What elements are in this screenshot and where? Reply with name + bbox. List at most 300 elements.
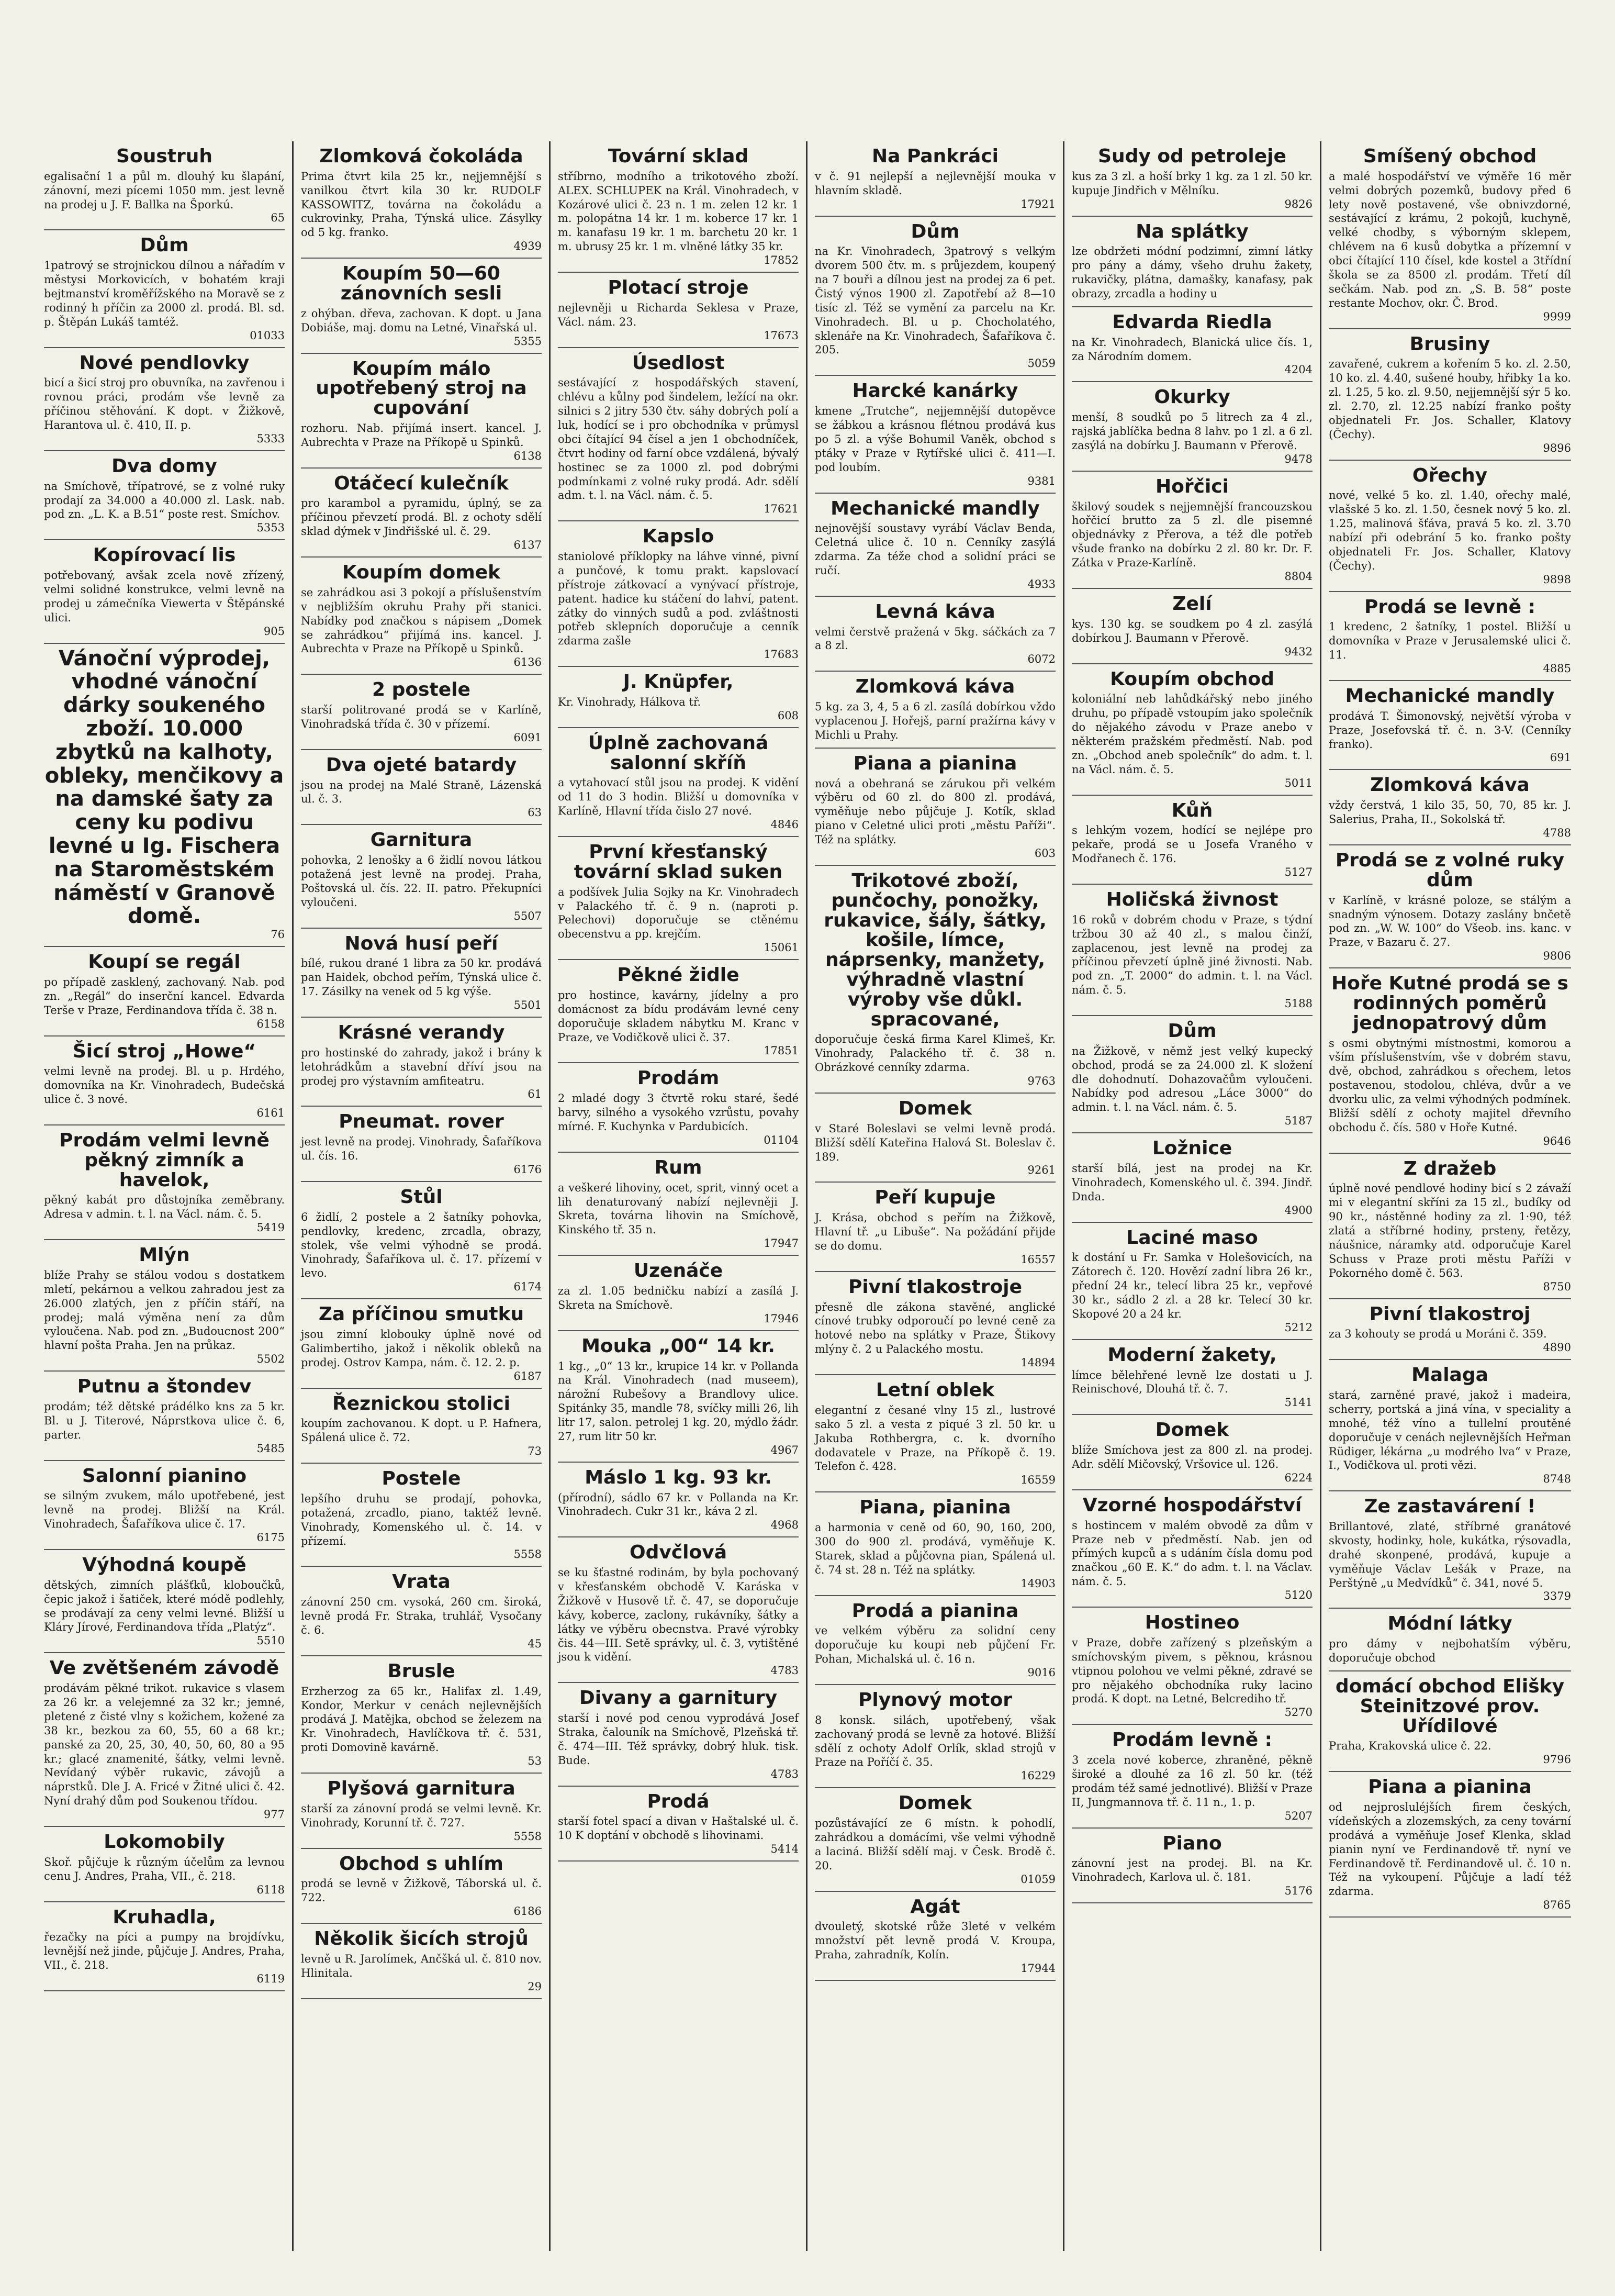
ad-number: 5059	[1027, 357, 1056, 370]
ad-title: Výhodná koupě	[82, 1554, 246, 1576]
ad-title: Prodá se levně :	[1364, 596, 1536, 618]
ad-title: Několik šicích strojů	[314, 1928, 529, 1950]
classified-ad	[558, 1331, 799, 1463]
classified-ad	[558, 1463, 799, 1538]
classified-ad	[44, 1653, 285, 1827]
ad-number: 4900	[1284, 1203, 1313, 1217]
ad-title: Domek	[1155, 1419, 1229, 1441]
classified-ad	[1329, 968, 1571, 1154]
classified-ad	[44, 230, 285, 348]
column-3	[551, 141, 808, 2251]
ad-title: Moderní žakety,	[1107, 1344, 1277, 1366]
ad-body: na Kr. Vinohradech, 3patrový s velkým dvorem 500 čtv. m. s průjezdem, koupený na 7 bouři a dílnou jest na prodej za 6 pet. Čistý výnos 1900 zl. Zapotřebí až 8—10 tisíc zl. Též se vymění za parcelu na Kr. Vinohradech. Bl. u p. Chocholatého, sklenáře na Kr. Vinohradech, Šafaříkova č. 205.	[815, 245, 1056, 356]
ad-number: 977	[263, 1808, 285, 1821]
ad-title: domácí obchod Elišky Steinitzové prov. Uřídilové	[1335, 1676, 1565, 1737]
ad-title: Holičská živnost	[1106, 889, 1278, 910]
classified-ad	[1329, 1154, 1571, 1299]
ad-number: 5120	[1284, 1589, 1313, 1602]
classified-ad	[44, 451, 285, 540]
ad-body: nejnovější soustavy vyrábí Václav Benda, Celetná ulice č. 10 n. Cenníky zasýlá zdarma. Za téže chod a solidní práci se ručí.	[815, 522, 1056, 577]
classified-ad	[1072, 217, 1313, 307]
ad-number: 5485	[256, 1442, 285, 1455]
classified-ad	[558, 141, 799, 273]
classified-ad	[1072, 1608, 1313, 1725]
ad-title: Pěkné židle	[617, 964, 739, 986]
ad-body: starší za zánovní prodá se velmi levně. Kr. Vinohrady, Korunní tř. č. 727.	[301, 1802, 542, 1829]
ad-body: starší i nové pod cenou vyprodává Josef Straka, čalouník na Smíchově, Plzeňská tř. č. 474—III. Též správky, dobrý hluk. tisk. Bude.	[558, 1712, 799, 1767]
classified-ad	[1072, 1016, 1313, 1133]
classified-ad	[301, 1299, 542, 1388]
ad-number: 15061	[764, 941, 799, 954]
ad-title: Uzenáče	[633, 1260, 723, 1282]
ad-body: starší politrované prodá se v Karlíně, Vinohradská třída č. 30 v přízemí.	[301, 704, 542, 730]
ad-title: Prodám velmi levně pěkný zimník a havelok,	[59, 1130, 270, 1191]
ad-body: na Smíchově, třípatrové, se z volné ruky prodají za 34.000 a 40.000 zl. Lask. nab. pod zn. „L. K. a B.51“ poste rest. Smíchov.	[44, 480, 285, 521]
ad-body: nová a obehraná se zárukou při velkém výběru od 60 zl. do 800 zl. prodává, vyměňuje nebo půjčuje J. Kotík, sklad piano v Celetné ulici proti „městu Paříži“. Též na splátky.	[815, 777, 1056, 846]
ad-title: Dům	[140, 235, 189, 257]
classified-ad	[301, 1849, 542, 1924]
ad-title: Hoře Kutné prodá se s rodinných poměrů jednopatrový dům	[1331, 973, 1568, 1034]
ad-body: zánovní 250 cm. vysoká, 260 cm. široká, levně prodá Fr. Straka, truhlář, Vysočany č. 6.	[301, 1596, 542, 1637]
ad-title: Garnitura	[370, 829, 473, 851]
ad-body: a malé hospodářství ve výměře 16 měr velmi dobrých pozemků, budovy před 6 lety nově postavené, vše obnivzdorné, sestávající z krámu, 2 pokojů, kuchyně, velké chodby, s výborným sklepem, chlévem na 6 kusů dobytka a přízemní v obci čítající 110 čísel, kde kostel a 3třídní škola se za 8500 zl. prodám. Třetí díl sečkám. Nab. pod zn. „S. B. 58“ poste restante Mochov, okr. Č. Brod.	[1329, 170, 1571, 309]
classified-ad	[815, 141, 1056, 217]
classified-ad	[1072, 141, 1313, 217]
classified-ad	[815, 1375, 1056, 1492]
ad-body: kmene „Trutche“, nejjemnější dutopěvce se žábkou a krásnou flétnou prodává kus po 5 zl. a výše Bohumil Vaněk, obchod s ptáky v Praze v Rytířské ulici č. 411—I. pod loubím.	[815, 405, 1056, 474]
ad-body: kys. 130 kg. se soudkem po 4 zl. zasýlá dobírkou J. Baumann v Přerově.	[1072, 617, 1313, 644]
ad-body: lepšího druhu se prodají, pohovka, potažená, zrcadlo, piano, taktéž levně. Vinohrady, Komenského ul. č. 14. v přízemí.	[301, 1492, 542, 1547]
ad-title: Kapslo	[642, 526, 714, 548]
ad-title: Řeznickou stolici	[332, 1392, 510, 1414]
ad-body: 5 kg. za 3, 4, 5 a 6 zl. zasílá dobírkou vždo vyplacenou J. Hořejš, parní pražírna kávy v Michli u Prahy.	[815, 700, 1056, 741]
classified-ad	[815, 376, 1056, 493]
ad-body: a veškeré lihoviny, ocet, sprit, vinný ocet a lih denaturovaný nabízí nejlevněji J. Skreta, továrna lihovin na Smíchově, Kinského tř. 35 n.	[558, 1181, 799, 1236]
classified-ad	[815, 672, 1056, 748]
ad-number: 9898	[1543, 573, 1571, 586]
ad-title: Dva ojeté batardy	[326, 754, 517, 776]
classified-ad	[558, 1787, 799, 1862]
classified-ad	[301, 1924, 542, 1999]
ad-number: 5507	[513, 909, 542, 922]
ad-title: Salonní pianino	[82, 1465, 247, 1487]
ad-body: s osmi obytnými místnostmi, komorou a vším příslušenstvím, vše v dobrém stavu, dvě, obchod, zahrádkou s ořechem, letos postavenou, stodolou, chléva, dvůr a ve dvorku ulic, za velmi výhodných podmínek. Bližší sdělí z ochoty majitel dřevního obchodu č. čís. 580 v Hoře Kutné.	[1329, 1036, 1571, 1134]
ad-title: Mechanické mandly	[831, 497, 1040, 519]
ad-number: 6187	[513, 1369, 542, 1383]
ad-title: Rum	[654, 1156, 702, 1178]
classified-ad	[1329, 681, 1571, 770]
classified-ad	[44, 1372, 285, 1461]
ad-number: 17673	[764, 329, 799, 342]
ad-title: Edvarda Riedla	[1112, 311, 1272, 333]
ad-body: velmi čerstvě pražená v 5kg. sáčkách za 7 a 8 zl.	[815, 625, 1056, 652]
ad-body: starší fotel spací a divan v Haštalské ul. č. 10 K doptání v obchodě s lihovinami.	[558, 1815, 799, 1842]
ad-number: 5510	[256, 1634, 285, 1647]
ad-body: Prima čtvrt kila 25 kr., nejjemnější s vanilkou čtvrt kila 30 kr. RUDOLF KASSOWITZ, továrna na čokoládu a cukrovinky, Praha, Týnská ulice. Zásylky od 5 kg. franko.	[301, 170, 542, 239]
ad-title: Brusiny	[1409, 333, 1490, 355]
ad-number: 01033	[250, 329, 285, 342]
ad-body: se zahrádkou asi 3 pokojí a příslušenstvím v nejbližším okruhu Prahy při stanici. Nabídky pod značkou s nápisem „Domek se zahrádkou“ přijímá ins. kancel. J. Aubrechta v Praze na Příkopě u Spinků.	[301, 586, 542, 655]
ad-number: 9016	[1027, 1666, 1056, 1679]
ad-title: Na splátky	[1136, 220, 1249, 242]
ad-title: Hostineo	[1145, 1612, 1240, 1634]
ad-number: 17946	[764, 1312, 799, 1325]
ad-body: v Staré Boleslavi se velmi levně prodá. Bližší sdělí Kateřina Halová St. Boleslav č. 189.	[815, 1122, 1056, 1163]
ad-number: 5333	[256, 432, 285, 445]
classified-ad	[815, 749, 1056, 866]
ad-body: po případě zasklený, zachovaný. Nab. pod zn. „Regál“ do inserční kancel. Edvarda Terše v Praze, Ferdinandova třída č. 38 n.	[44, 975, 285, 1017]
classified-ad	[301, 1774, 542, 1849]
column-6	[1321, 141, 1578, 2251]
ad-body: Praha, Krakovská ulice č. 22.	[1329, 1740, 1491, 1753]
ad-body: bicí a šicí stroj pro obuvníka, na zavřenou i rovnou práci, prodám vše levně za příčinou stěhování. K dopt. v Žižkově, Harantova ul. č. 410, II. p.	[44, 376, 285, 432]
ad-title: Letní oblek	[876, 1379, 995, 1401]
ad-number: 4788	[1543, 827, 1571, 840]
ad-number: 5141	[1284, 1396, 1313, 1409]
ad-body: v Praze, dobře zařízený s plzeňským a smíchovským pivem, s pěknou, krásnou vtipnou polohou ve velmi pěkné, zdravé se pro nějakého obchodníka ruky lacino prodá. K dopt. na Letné, Belcrediho tř.	[1072, 1636, 1313, 1706]
ad-body: doporučuje česká firma Karel Klimeš, Kr. Vinohrady, Palackého tř. č. 38 n. Obrázkové cenníky zdarma.	[815, 1033, 1056, 1074]
ad-number: 5270	[1284, 1706, 1313, 1719]
ad-number: 5355	[513, 335, 542, 348]
ad-number: 17683	[764, 648, 799, 661]
ad-body: a vytahovací stůl jsou na prodej. K vidění od 11 do 3 hodin. Bližší u domovníka v Karlíně, Hlavní třída čislo 27 nové.	[558, 776, 799, 818]
ad-number: 9432	[1284, 645, 1313, 658]
classified-ad	[301, 558, 542, 675]
ad-title: Prodá a pianina	[851, 1600, 1019, 1622]
ad-body: Brillantové, zlaté, stříbrné granátové skvosty, hodinky, hole, kukátka, rýsovadla, drahé skonpené, prodává, kupuje a vyměňuje Václav Lešák v Praze, na Perštýně „u Medvídků“ č. 341, nové 5.	[1329, 1520, 1571, 1589]
classified-ad	[558, 1153, 799, 1256]
ad-body: v č. 91 nejlepší a nejlevnější mouka v hlavním skladě.	[815, 170, 1056, 197]
ad-title: Tovární sklad	[608, 146, 749, 167]
ad-title: Koupím obchod	[1110, 668, 1274, 690]
ad-body: a harmonia v ceně od 60, 90, 160, 200, 300 do 900 zl. prodává, vyměňuje K. Starek, sklad a půjčovna pian, Spálená ul. č. 74 st. 28 n. Též na splátky.	[815, 1521, 1056, 1576]
ad-number: 17921	[1020, 197, 1056, 210]
ad-body: z ohýban. dřeva, zachovan. K dopt. u Jana Dobiáše, maj. domu na Letné, Vinařská ul.	[301, 307, 542, 334]
classified-ad	[1072, 307, 1313, 383]
classified-ad	[301, 825, 542, 928]
ad-body: 6 židlí, 2 postele a 2 šatníky pohovka, pendlovky, kredenc, zrcadla, obrazy, stolek, vše velmi výhodně se prodá. Vinohrady, Šafaříkova ul. č. 17. přízemí v levo.	[301, 1210, 542, 1280]
ad-number: 17852	[764, 254, 799, 267]
ad-number: 01059	[1020, 1873, 1056, 1886]
classified-ad	[301, 1389, 542, 1464]
ad-number: 6174	[513, 1280, 542, 1294]
ad-body: prodám; též dětské prádélko kns za 5 kr. Bl. u J. Titerové, Náprstkova ulice č. 6, parter.	[44, 1400, 285, 1441]
ad-body: vždy čerstvá, 1 kilo 35, 50, 70, 85 kr. J. Salerius, Praha, II., Sokolská tř.	[1329, 799, 1571, 826]
ad-number: 9826	[1284, 197, 1313, 210]
ad-number: 5414	[770, 1843, 799, 1856]
classified-ad	[1072, 1415, 1313, 1490]
ad-title: Plynový motor	[858, 1689, 1012, 1711]
ad-number: 8748	[1543, 1473, 1571, 1486]
classified-ad	[44, 1550, 285, 1653]
ad-title: Plotací stroje	[608, 277, 749, 299]
ad-number: 45	[528, 1637, 542, 1650]
ad-number: 4783	[770, 1767, 799, 1780]
classified-ad	[558, 1683, 799, 1786]
classified-ad	[1329, 592, 1571, 681]
ad-body: sestávající z hospodářských stavení, chlévu a kůlny pod šindelem, ležící na okr. silnici s 2 jitry 530 čtv. sáhy dobrých polí a luk, hodící se i pro obchodníka v průmysl obci čítající 94 čísel a jen 1 obchodníček, čtvrt hodiny od farní obce vzdálená, bývalý hostinec se za 1000 zl. pod dobrými podmínkami z volné ruky prodá. Adr. sdělí adm. t. l. na Václ. nám. č. 5.	[558, 376, 799, 502]
ad-title: Za příčinou smutku	[318, 1303, 524, 1325]
ad-title: Malaga	[1411, 1364, 1488, 1386]
ad-title: Máslo 1 kg. 93 kr.	[585, 1466, 772, 1488]
column-2	[294, 141, 551, 2251]
classified-ad	[1329, 770, 1571, 845]
classified-ad	[815, 597, 1056, 672]
classified-ad	[1072, 1340, 1313, 1416]
ad-number: 5127	[1284, 866, 1313, 878]
classified-ad	[815, 1492, 1056, 1596]
classified-ad	[1072, 382, 1313, 471]
ad-body: ve velkém výběru za solidní ceny doporučuje ku koupi neb půjčení Fr. Pohan, Michalská ul. č. 16 n.	[815, 1624, 1056, 1666]
classified-ad	[44, 1240, 285, 1372]
ad-body: rozhoru. Nab. přijímá insert. kancel. J. Aubrechta v Praze na Příkopě u Spinků.	[301, 421, 542, 449]
ad-body: na Žižkově, v němž jest velký kupecký obchod, prodá se za 24.000 zl. K složení dle dohodnutí. Dohazovačům vyloučeni. Nabídky pod adresou „Láce 3000“ do admin. t. l. na Václ. nám. č. 5.	[1072, 1044, 1313, 1114]
ad-display-text: Vánoční výprodej, vhodné vánoční dárky soukeného zboží. 10.000 zbytků na kalhoty, obleky, menčikovy a na damské šaty za ceny ku podivu levné u Ig. Fischera na Staroměstském náměstí v Granově domě.	[44, 646, 284, 929]
column-4	[808, 141, 1064, 2251]
ad-title: Úsedlost	[632, 352, 725, 374]
ad-number: 5419	[256, 1221, 285, 1234]
ad-body: stříbrno, modního a trikotového zboží. ALEX. SCHLUPEK na Král. Vinohradech, v Kozárové ulici č. 23 n. 1 m. zelen 12 kr. 1 m. polopátna 14 kr. 1 m. koberce 17 kr. 1 m. kanafasu 19 kr. 1 m. barchetu 20 kr. 1 m. ubrusy 25 kr. 1 m. vlněné látky 35 kr.	[558, 170, 799, 253]
classified-ad	[815, 1094, 1056, 1183]
classified-ad	[558, 728, 799, 837]
ad-title: Okurky	[1154, 386, 1230, 408]
ad-body: nejlevněji u Richarda Seklesa v Praze, Václ. nám. 23.	[558, 301, 799, 328]
classified-ad	[1072, 1223, 1313, 1340]
ad-title: Dům	[1168, 1020, 1217, 1042]
classified-ad	[301, 259, 542, 353]
ad-title: Kůň	[1171, 799, 1213, 821]
ad-number: 6186	[513, 1905, 542, 1918]
ad-title: Piano	[1162, 1832, 1222, 1854]
ad-body: bílé, rukou drané 1 libra za 50 kr. prodává pan Haidek, obchod peřím, Týnská ulice č. 17. Zásilky na venek od 5 kg výše.	[301, 957, 542, 998]
ad-body: za 3 kohouty se prodá u Moráni č. 359.	[1329, 1328, 1547, 1341]
ad-body: lze obdržeti módní podzimní, zimní látky pro pány a dámy, všeho druhu žakety, rukavičky, plátna, damašky, kanafasy, pak obrazy, zrcadla a hodiny u	[1072, 245, 1313, 300]
ad-number: 9796	[1543, 1753, 1571, 1766]
ad-title: J. Knüpfer,	[623, 671, 734, 693]
ad-number: 14894	[1020, 1356, 1056, 1369]
classified-ad	[1072, 472, 1313, 589]
ad-title: Peří kupuje	[874, 1187, 996, 1209]
classified-ad	[558, 521, 799, 667]
ad-body: pro hostinské do zahrady, jakož i brány k letohrádkům a stavební dříví jsou na prodej pro výstavním amfiteatru.	[301, 1046, 542, 1087]
ad-title: Stůl	[400, 1186, 443, 1208]
ad-number: 5502	[256, 1353, 285, 1366]
classified-ad	[301, 675, 542, 750]
ad-body: 1 kredenc, 2 šatníky, 1 postel. Bližší u domovníka v Praze v Jerusalemské ulici č. 11.	[1329, 620, 1571, 662]
classified-ad	[558, 348, 799, 522]
ad-number: 4939	[513, 240, 542, 253]
ad-body: egalisační 1 a půl m. dlouhý ku šlapání, zánovní, mezi pícemi 1050 mm. jest levně na prodej u J. F. Ballka na Šporkú.	[44, 170, 285, 211]
ad-body: menší, 8 soudků po 5 litrech za 4 zl., rajská jablíčka bedna 8 lahv. po 1 zl. a 6 zl. zasýlá na dobírku J. Baumann v Přerově.	[1072, 411, 1313, 452]
ad-title: Obchod s uhlím	[339, 1853, 503, 1875]
ad-body: pro dámy v nejbohatším výběru, doporučuje obchod	[1329, 1637, 1571, 1665]
ad-number: 6072	[1027, 653, 1056, 666]
ad-title: Krásné verandy	[338, 1022, 505, 1044]
ad-number: 5011	[1284, 776, 1313, 789]
ad-title: Ve zvětšeném závodě	[49, 1657, 279, 1679]
ad-title: 2 postele	[372, 679, 470, 701]
ad-title: Prodá	[647, 1790, 710, 1812]
ad-number: 9896	[1543, 441, 1571, 454]
ad-body: koupím zachovanou. K dopt. u P. Hafnera, Spálená ulice č. 72.	[301, 1417, 542, 1444]
ad-body: 8 konsk. silách, upotřebený, však zachovaný prodá se levně za hotové. Bližší sdělí z ochoty Adolf Orlík, sklad strojů v Praze na Poříčí č. 35.	[815, 1713, 1056, 1769]
classified-ad	[558, 667, 799, 728]
ad-title: Otáčecí kulečník	[334, 472, 509, 494]
ad-number: 9999	[1543, 310, 1571, 323]
ad-number: 9646	[1543, 1134, 1571, 1147]
ad-title: Ložnice	[1152, 1138, 1232, 1160]
classified-ad	[815, 866, 1056, 1094]
ad-body: J. Krása, obchod s peřím na Žižkově, Hlavní tř. „u Libuše“. Na požádání přijde se do domu.	[815, 1211, 1056, 1252]
ad-title: Sudy od petroleje	[1098, 146, 1286, 167]
ad-title: Smíšený obchod	[1363, 146, 1537, 167]
classified-ad	[1072, 796, 1313, 885]
classified-ad	[44, 141, 285, 230]
ad-body: pro karambol a pyramidu, úplný, se za příčinou převzetí prodá. Bl. z ochoty sdělí sklad dýmek v Jindřišské ul. č. 29.	[301, 497, 542, 538]
ad-number: 6158	[256, 1017, 285, 1030]
ad-title: Mechanické mandly	[1345, 685, 1555, 707]
ad-number: 5176	[1284, 1885, 1313, 1898]
ad-number: 4890	[1543, 1341, 1571, 1354]
ad-number: 608	[777, 709, 799, 722]
ad-number: 14903	[1020, 1577, 1056, 1590]
ad-number: 4846	[770, 818, 799, 831]
ad-number: 4783	[770, 1664, 799, 1677]
ad-title: Odvčlová	[629, 1542, 727, 1564]
ad-number: 6137	[513, 539, 542, 552]
ad-body: za zl. 1.05 bedničku nabízí a zasílá J. Skreta na Smíchově.	[558, 1284, 799, 1311]
ad-body: a podšívek Julia Sojky na Kr. Vinohradech v Palackého tř. č. 9 n. (naproti p. Pelechovi) doporučuje se ctěnému obecenstvu a pp. krejčím.	[558, 885, 799, 941]
ad-title: Agát	[910, 1896, 960, 1918]
ad-number: 905	[263, 625, 285, 638]
ad-number: 603	[1034, 846, 1056, 860]
ad-title: Prodám levně :	[1112, 1729, 1273, 1751]
ad-number: 29	[528, 1980, 542, 1993]
ad-title: Zlomková káva	[855, 676, 1015, 698]
ad-body: (přírodní), sádlo 67 kr. v Pollanda na Kr. Vinohradech. Cukr 31 kr., káva 2 zl.	[558, 1491, 799, 1518]
classified-ad	[1072, 885, 1313, 1016]
classified-ad	[301, 141, 542, 259]
ad-title: Hořčici	[1156, 475, 1229, 497]
ad-title: Divany a garnitury	[579, 1687, 778, 1709]
classified-ad	[1329, 1772, 1571, 1918]
classified-ad	[1329, 845, 1571, 968]
ad-body: 2 mladé dogy 3 čtvrtě roku staré, šedé barvy, silného a vysokého vzrůstu, povahy mírné. F. Kuchynka v Pardubicích.	[558, 1092, 799, 1133]
ad-title: Vzorné hospodářství	[1082, 1494, 1302, 1516]
ad-number: 9763	[1027, 1074, 1056, 1087]
ad-number: 6118	[256, 1883, 285, 1896]
classified-ad	[1329, 141, 1571, 329]
ad-number: 5187	[1284, 1114, 1313, 1128]
classified-ad	[558, 960, 799, 1063]
ad-title: Lokomobily	[104, 1831, 225, 1853]
ad-number: 5501	[513, 999, 542, 1012]
ad-title: Dva domy	[111, 455, 217, 477]
ad-body: se ku šťastné rodinám, by byla pochovaný v křesťanském obchodě V. Karáska v Žižkově v Husově tř. č. 47, se doporučuje kávy, koberce, zaclony, rukávníky, šátky a látky ve výběru obecnstva. Pravé výrobky čis. 44—III. Setě správky, ul. č. 3, vytištěné jsou k vidění.	[558, 1566, 799, 1664]
ad-title: Laciné maso	[1126, 1227, 1258, 1249]
classified-ad	[44, 348, 285, 451]
ad-title: Piana a pianina	[853, 752, 1017, 774]
ad-body: blíže Prahy se stálou vodou s dostatkem mletí, pekárnou a velkou zahradou jest za 26.000 zlatých, jen z příčin stáří, na prodej; malá výměna není za dům vyloučena. Nab. pod zn. „Budoucnost 200“ hlavní pošta Praha. Jen na průkaz.	[44, 1268, 285, 1352]
ad-title: Pivní tlakostroje	[848, 1276, 1023, 1298]
ad-body: Skoř. půjčuje k různým účelům za levnou cenu J. Andres, Praha, VII., č. 218.	[44, 1855, 285, 1882]
classified-ad	[301, 1182, 542, 1299]
ad-body: levně u R. Jarolímek, Ančšká ul. č. 810 nov. Hlinitala.	[301, 1952, 542, 1979]
classified-ad	[44, 1902, 285, 1991]
ad-body: 16 roků v dobrém chodu v Praze, s týdní tržbou 30 až 40 zl., s malou činží, zaplacenou, jest levně na prodej za příčinou převzetí úplně jiné živnosti. Nab. pod zn. „T. 2000“ do admin. t. l. na Václ. nám. č. 5.	[1072, 913, 1313, 997]
ad-number: 76	[271, 928, 285, 941]
ad-number: 53	[528, 1755, 542, 1768]
ad-title: Nové pendlovky	[79, 352, 250, 374]
ad-number: 73	[528, 1445, 542, 1458]
ad-title: Trikotové zboží, punčochy, ponožky, rukavice, šály, šátky, košile, límce, náprsenky, manžety, výhradně vlastní výroby vše důkl. spracované,	[824, 870, 1047, 1030]
ad-number: 8804	[1284, 570, 1313, 583]
ad-title: Pivní tlakostroj	[1369, 1303, 1531, 1325]
ad-body: dětských, zimních plášťků, kloboučků, čepic jakož i šatiček, které módě podlehly, se prodávají za ceny velmi levné. Bližší u Kláry Jírové, Ferdinandova třída „Platýz“.	[44, 1578, 285, 1634]
ad-number: 16557	[1020, 1253, 1056, 1266]
ad-body: se silným zvukem, málo upotřebené, jest levně na prodej. Bližší na Král. Vinohradech, Šafaříkova ulice č. 17.	[44, 1489, 285, 1531]
ad-number: 9261	[1027, 1164, 1056, 1177]
ad-body: Erzherzog za 65 kr., Halifax zl. 1.49, Kondor, Merkur v cenách nejlevnějších prodává J. Matějka, obchod se železem na Kr. Vinohradech, Havlíčkova tř. č. 531, proti Domovině kavárně.	[301, 1685, 542, 1754]
ad-number: 5558	[513, 1548, 542, 1561]
ad-number: 8765	[1543, 1899, 1571, 1912]
ad-number: 8750	[1543, 1280, 1571, 1293]
ad-body: jsou na prodej na Malé Straně, Lázenská ul. č. 3.	[301, 778, 542, 806]
classified-ad	[815, 1183, 1056, 1272]
ad-title: Pneumat. rover	[339, 1111, 504, 1133]
ad-title: Zelí	[1172, 593, 1212, 615]
ad-body: jest levně na prodej. Vinohrady, Šafaříkova ul. čís. 16.	[301, 1135, 542, 1163]
classified-ad	[1329, 1299, 1571, 1361]
ad-title: Prodám	[637, 1067, 720, 1089]
classified-ad	[815, 1685, 1056, 1788]
classified-ad	[1329, 329, 1571, 461]
ad-number: 17851	[764, 1044, 799, 1057]
ad-body: staniolové příklopky na láhve vinné, pivní a punčové, k tomu prakt. kapslovací přístroje zátkovací a vynývací přístroje, patent. hadice ku stáčení do lahví, patent. zátky do vinných sudů a pod. zvláštnosti potřeb sklepních doporučuje a cenník zdarma zašle	[558, 550, 799, 648]
ad-body: pozůstávající ze 6 místn. k pohodlí, zahrádkou a domácími, vše velmi výhodně a laciná. Bližší sdělí maj. v Česk. Brodě č. 20.	[815, 1817, 1056, 1872]
ad-title: Koupí se regál	[88, 951, 241, 973]
ad-body: 1 kg., „0“ 13 kr., krupice 14 kr. v Pollanda na Král. Vinohradech (nad museem), nárožní Rubešovy a Brandlovy ulice. Spitánky 35, mandle 78, svíčky milli 26, lih litr 17, salon. petrolej 1 kg. 20, mýdlo žádr. 27, rum litr 50 kr.	[558, 1359, 799, 1443]
ad-number: 9806	[1543, 950, 1571, 963]
classified-ad	[558, 837, 799, 960]
ad-title: Mouka „00“ 14 kr.	[581, 1335, 775, 1357]
ad-title: Koupím málo upotřebený stroj na cupování	[316, 358, 527, 419]
classified-ad	[44, 1036, 285, 1125]
classified-ad	[44, 947, 285, 1036]
ad-number: 17944	[1020, 1962, 1056, 1975]
ad-body: pro hostince, kavárny, jídelny a pro domácnost za bídu prodávám levné ceny doporučuje skladem nábytku M. Kranc v Praze, ve Vodičkově ulici č. 37.	[558, 988, 799, 1044]
ad-number: 6224	[1284, 1471, 1313, 1484]
ad-body: s hostincem v malém obvodě za dům v Praze neb v předměstí. Nab. jen od přímých kupců a s udáním čísla domu pod značkou „60 E. K.“ do adm. t. l. na Václav. nám. č. 5.	[1072, 1519, 1313, 1588]
ad-title: Mlýn	[139, 1244, 190, 1266]
ad-title: Na Pankráci	[872, 146, 999, 167]
ad-title: Zlomková káva	[1370, 774, 1530, 796]
ad-title: Levná káva	[875, 600, 995, 622]
ad-title: Koupím domek	[342, 562, 501, 584]
ad-title: Harcké kanárky	[852, 380, 1018, 402]
classified-ad	[301, 1464, 542, 1567]
classified-ad	[301, 929, 542, 1018]
ad-body: přesně dle zákona stavěné, anglické cínové trubky odporoučí po levné ceně za hotové nebo na splátky v Praze, Štikovy mlýny č. 2 u Palackého mostu.	[815, 1300, 1056, 1356]
classified-ad	[1329, 1360, 1571, 1491]
ad-body: k dostání u Fr. Samka v Holešovicích, na Zátorech č. 120. Hovězí zadní libra 26 kr., přední 24 kr., telecí libra 25 kr., vepřové 30 kr., sádlo 2 zl. a 28 kr. Telecí 30 kr. Skopové 20 a 24 kr.	[1072, 1251, 1313, 1320]
classified-ad	[1072, 589, 1313, 664]
classified-ad	[815, 1596, 1056, 1685]
classified-ad	[1072, 1725, 1313, 1828]
ad-title: Brusle	[387, 1660, 455, 1682]
ad-body: prodávám pěkné trikot. rukavice s vlasem za 26 kr. a velejemné za 32 kr.; jemné, pletené z čisté vlny s kožichem, kožené za 38 kr., bezkou za 60, 55, 60 a 68 kr.; panské za 20, 25, 30, 40, 50, 60, 80 a 95 kr.; glacé znamenité, šátky, velmi levně. Nevídaný výběr rukavic, závojů a náprstků. Dle J. A. Fricé v Žitné ulici č. 42. Nyní drahý dům pod Soukenou třídou.	[44, 1682, 285, 1808]
ad-body: jsou zimní klobouky úplně nové od Galimbertiho, jakož i několik obleků na prodej. Ostrov Kampa, nám. č. 12. 2. p.	[301, 1328, 542, 1369]
